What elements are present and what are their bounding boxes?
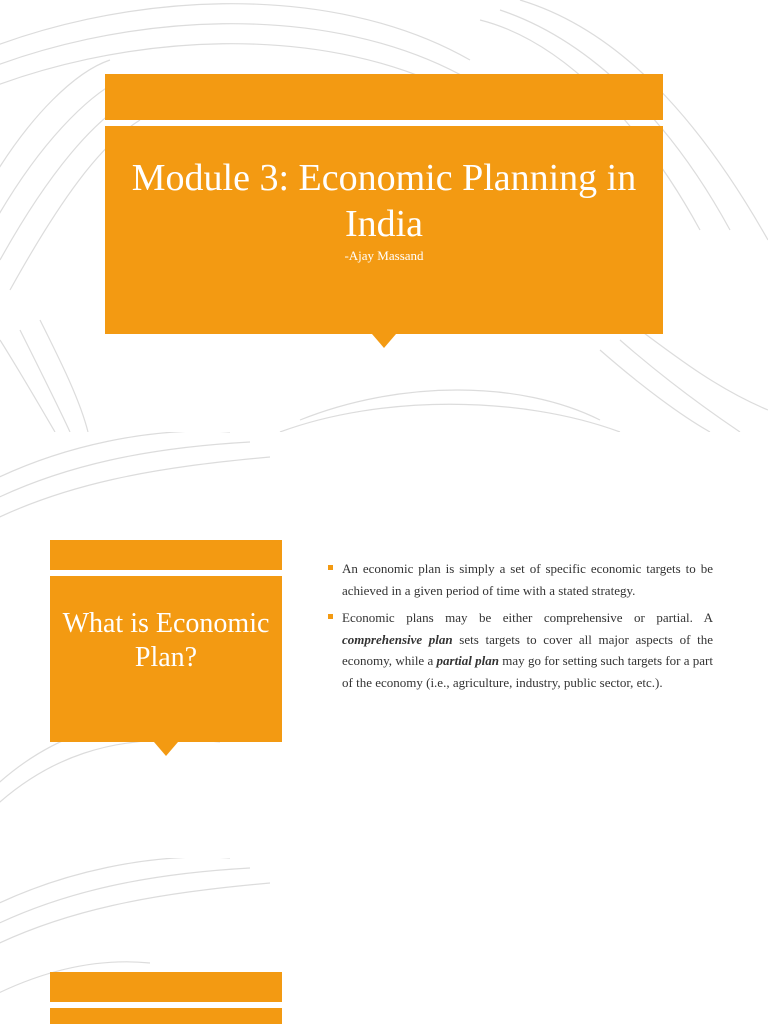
bullet-text: An economic plan is simply a set of specific economic targets to be achieved in a given period of time with a stated strategy. (342, 561, 713, 598)
emphasis-term: partial plan (436, 653, 500, 668)
section-title-box (50, 1008, 282, 1024)
bullet-list (326, 558, 713, 699)
content-slide (0, 432, 768, 856)
bullet-text: may go for setting such targets for a part of the economy (i.e., agriculture, industry, public sector, etc.). (342, 653, 714, 690)
emphasis-term: comprehensive plan (342, 631, 453, 647)
bullet-item (326, 607, 713, 693)
section-header-bar (50, 972, 282, 1002)
title-header-bar (105, 74, 663, 120)
presentation-title: Module 3: Economic Planning in India (131, 157, 637, 245)
next-slide-partial (0, 858, 768, 1024)
bullet-text: Economic plans may be either comprehensive or partial. A (342, 610, 713, 625)
section-box-pointer (154, 742, 178, 756)
bullet-item (326, 558, 713, 601)
title-slide (0, 0, 768, 432)
bullet-text: sets targets to cover all major aspects of the economy, while a (342, 631, 713, 668)
square-bullet-icon (328, 565, 333, 570)
slide-title: What is Economic Plan? (62, 608, 270, 673)
presentation-author: -Ajay Massand (344, 248, 424, 263)
square-bullet-icon (328, 614, 333, 619)
title-box-pointer (372, 334, 396, 348)
section-header-bar (50, 540, 282, 570)
